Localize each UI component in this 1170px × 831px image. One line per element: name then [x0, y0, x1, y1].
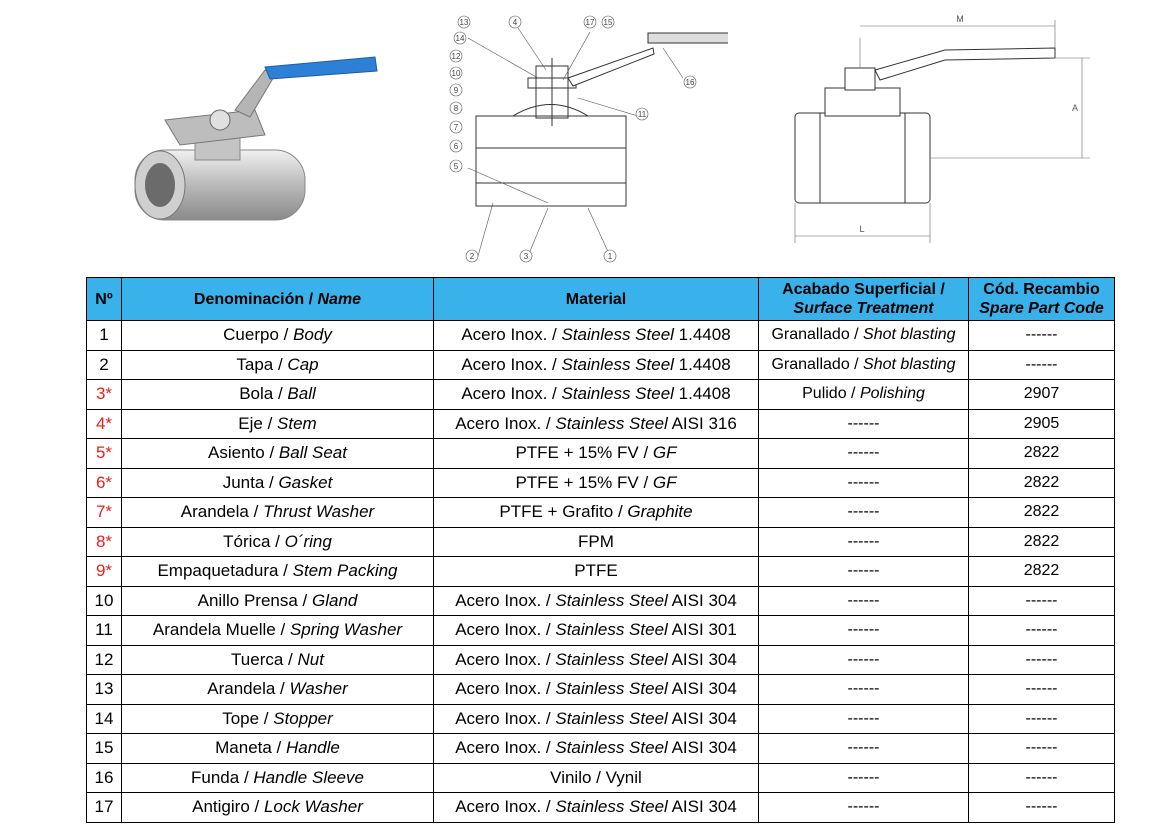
- callout-15: 15: [603, 18, 613, 27]
- table-row: [87, 704, 1115, 734]
- cell-code: 2822: [969, 498, 1115, 528]
- cell-name: Cuerpo / Body: [122, 321, 434, 351]
- callout-17: 17: [585, 18, 595, 27]
- table-row: [87, 763, 1115, 793]
- cell-surface: ------: [759, 439, 969, 469]
- callout-2: 2: [469, 252, 475, 261]
- dimension-l-label: L: [859, 224, 865, 234]
- table-row: [87, 586, 1115, 616]
- cell-material: Acero Inox. / Stainless Steel AISI 304: [434, 704, 759, 734]
- cell-material: Acero Inox. / Stainless Steel AISI 304: [434, 645, 759, 675]
- cell-name: Funda / Handle Sleeve: [122, 763, 434, 793]
- cell-code: ------: [969, 586, 1115, 616]
- cell-no: 16: [87, 763, 122, 793]
- cell-no: 8*: [87, 527, 122, 557]
- cell-name: Eje / Stem: [122, 409, 434, 439]
- cell-material: PTFE + 15% FV / GF: [434, 468, 759, 498]
- cell-code: ------: [969, 793, 1115, 823]
- cell-surface: Granallado / Shot blasting: [759, 350, 969, 380]
- cell-code: 2822: [969, 527, 1115, 557]
- cell-surface: Granallado / Shot blasting: [759, 321, 969, 351]
- header-no: Nº: [87, 278, 122, 321]
- cell-code: ------: [969, 350, 1115, 380]
- section-drawing: [438, 8, 728, 270]
- cell-no: 14: [87, 704, 122, 734]
- cell-material: Acero Inox. / Stainless Steel AISI 304: [434, 793, 759, 823]
- cell-surface: ------: [759, 468, 969, 498]
- callout-10: 10: [451, 69, 461, 78]
- cell-material: Acero Inox. / Stainless Steel 1.4408: [434, 321, 759, 351]
- cell-surface: ------: [759, 557, 969, 587]
- callout-1: 1: [607, 252, 613, 261]
- cell-material: FPM: [434, 527, 759, 557]
- cell-surface: ------: [759, 498, 969, 528]
- table-row: [87, 321, 1115, 351]
- cell-code: 2822: [969, 557, 1115, 587]
- cell-code: ------: [969, 734, 1115, 764]
- header-code: Cód. Recambio Spare Part Code: [969, 278, 1115, 321]
- table-row: [87, 498, 1115, 528]
- cell-surface: ------: [759, 793, 969, 823]
- cell-name: Maneta / Handle: [122, 734, 434, 764]
- cell-code: 2907: [969, 380, 1115, 410]
- cell-name: Arandela Muelle / Spring Washer: [122, 616, 434, 646]
- callout-8: 8: [453, 104, 459, 113]
- cell-surface: ------: [759, 704, 969, 734]
- callout-4: 4: [512, 18, 518, 27]
- table-row: [87, 439, 1115, 469]
- cell-surface: ------: [759, 527, 969, 557]
- cell-code: ------: [969, 675, 1115, 705]
- cell-no: 3*: [87, 380, 122, 410]
- cell-material: PTFE + Grafito / Graphite: [434, 498, 759, 528]
- cell-no: 5*: [87, 439, 122, 469]
- table-header-row: [87, 278, 1115, 321]
- table-row: [87, 350, 1115, 380]
- dimension-m-label: M: [956, 14, 964, 24]
- cell-name: Antigiro / Lock Washer: [122, 793, 434, 823]
- dimension-a-label: A: [1071, 103, 1079, 113]
- cell-code: ------: [969, 321, 1115, 351]
- callout-16: 16: [685, 78, 695, 87]
- cell-no: 15: [87, 734, 122, 764]
- cell-name: Tuerca / Nut: [122, 645, 434, 675]
- cell-surface: ------: [759, 409, 969, 439]
- callout-5: 5: [453, 162, 459, 171]
- table-row: [87, 616, 1115, 646]
- callout-7: 7: [453, 123, 459, 132]
- callout-12: 12: [451, 52, 461, 61]
- cell-no: 13: [87, 675, 122, 705]
- header-surface: Acabado Superficial / Surface Treatment: [759, 278, 969, 321]
- cell-material: PTFE + 15% FV / GF: [434, 439, 759, 469]
- cell-material: Vinilo / Vynil: [434, 763, 759, 793]
- cell-surface: ------: [759, 645, 969, 675]
- cell-no: 6*: [87, 468, 122, 498]
- table-row: [87, 468, 1115, 498]
- cell-code: 2822: [969, 439, 1115, 469]
- callout-13: 13: [459, 18, 469, 27]
- cell-material: Acero Inox. / Stainless Steel 1.4408: [434, 380, 759, 410]
- table-row: [87, 380, 1115, 410]
- figure-row: [0, 0, 1170, 275]
- cell-code: 2905: [969, 409, 1115, 439]
- cell-no: 4*: [87, 409, 122, 439]
- cell-material: Acero Inox. / Stainless Steel AISI 304: [434, 734, 759, 764]
- cell-no: 12: [87, 645, 122, 675]
- cell-name: Asiento / Ball Seat: [122, 439, 434, 469]
- cell-no: 11: [87, 616, 122, 646]
- cell-surface: ------: [759, 675, 969, 705]
- cell-material: Acero Inox. / Stainless Steel AISI 304: [434, 675, 759, 705]
- cell-material: Acero Inox. / Stainless Steel AISI 304: [434, 586, 759, 616]
- cell-surface: ------: [759, 734, 969, 764]
- cell-code: ------: [969, 616, 1115, 646]
- cell-surface: Pulido / Polishing: [759, 380, 969, 410]
- cell-code: ------: [969, 704, 1115, 734]
- cell-code: 2822: [969, 468, 1115, 498]
- cell-name: Tapa / Cap: [122, 350, 434, 380]
- cell-name: Arandela / Thrust Washer: [122, 498, 434, 528]
- cell-surface: ------: [759, 616, 969, 646]
- cell-name: Bola / Ball: [122, 380, 434, 410]
- cell-name: Junta / Gasket: [122, 468, 434, 498]
- cell-surface: ------: [759, 763, 969, 793]
- valve-photo: [125, 55, 395, 235]
- cell-no: 7*: [87, 498, 122, 528]
- table-row: [87, 409, 1115, 439]
- cell-no: 10: [87, 586, 122, 616]
- cell-surface: ------: [759, 586, 969, 616]
- cell-material: Acero Inox. / Stainless Steel AISI 316: [434, 409, 759, 439]
- table-row: [87, 527, 1115, 557]
- header-material: Material: [434, 278, 759, 321]
- table-row: [87, 557, 1115, 587]
- cell-no: 2: [87, 350, 122, 380]
- cell-name: Arandela / Washer: [122, 675, 434, 705]
- table-row: [87, 645, 1115, 675]
- cell-name: Anillo Prensa / Gland: [122, 586, 434, 616]
- callout-11: 11: [637, 110, 647, 119]
- cell-name: Tope / Stopper: [122, 704, 434, 734]
- cell-name: Tórica / O´ring: [122, 527, 434, 557]
- cell-name: Empaquetadura / Stem Packing: [122, 557, 434, 587]
- callout-6: 6: [453, 142, 459, 151]
- cell-no: 1: [87, 321, 122, 351]
- dimension-drawing: [780, 8, 1100, 248]
- cell-material: Acero Inox. / Stainless Steel AISI 301: [434, 616, 759, 646]
- callout-3: 3: [523, 252, 529, 261]
- cell-code: ------: [969, 645, 1115, 675]
- callout-14: 14: [455, 34, 465, 43]
- table-row: [87, 675, 1115, 705]
- cell-material: Acero Inox. / Stainless Steel 1.4408: [434, 350, 759, 380]
- parts-table: [86, 277, 1115, 823]
- callout-9: 9: [453, 86, 459, 95]
- cell-no: 9*: [87, 557, 122, 587]
- header-name: Denominación / Name: [122, 278, 434, 321]
- table-row: [87, 734, 1115, 764]
- cell-code: ------: [969, 763, 1115, 793]
- cell-material: PTFE: [434, 557, 759, 587]
- table-row: [87, 793, 1115, 823]
- cell-no: 17: [87, 793, 122, 823]
